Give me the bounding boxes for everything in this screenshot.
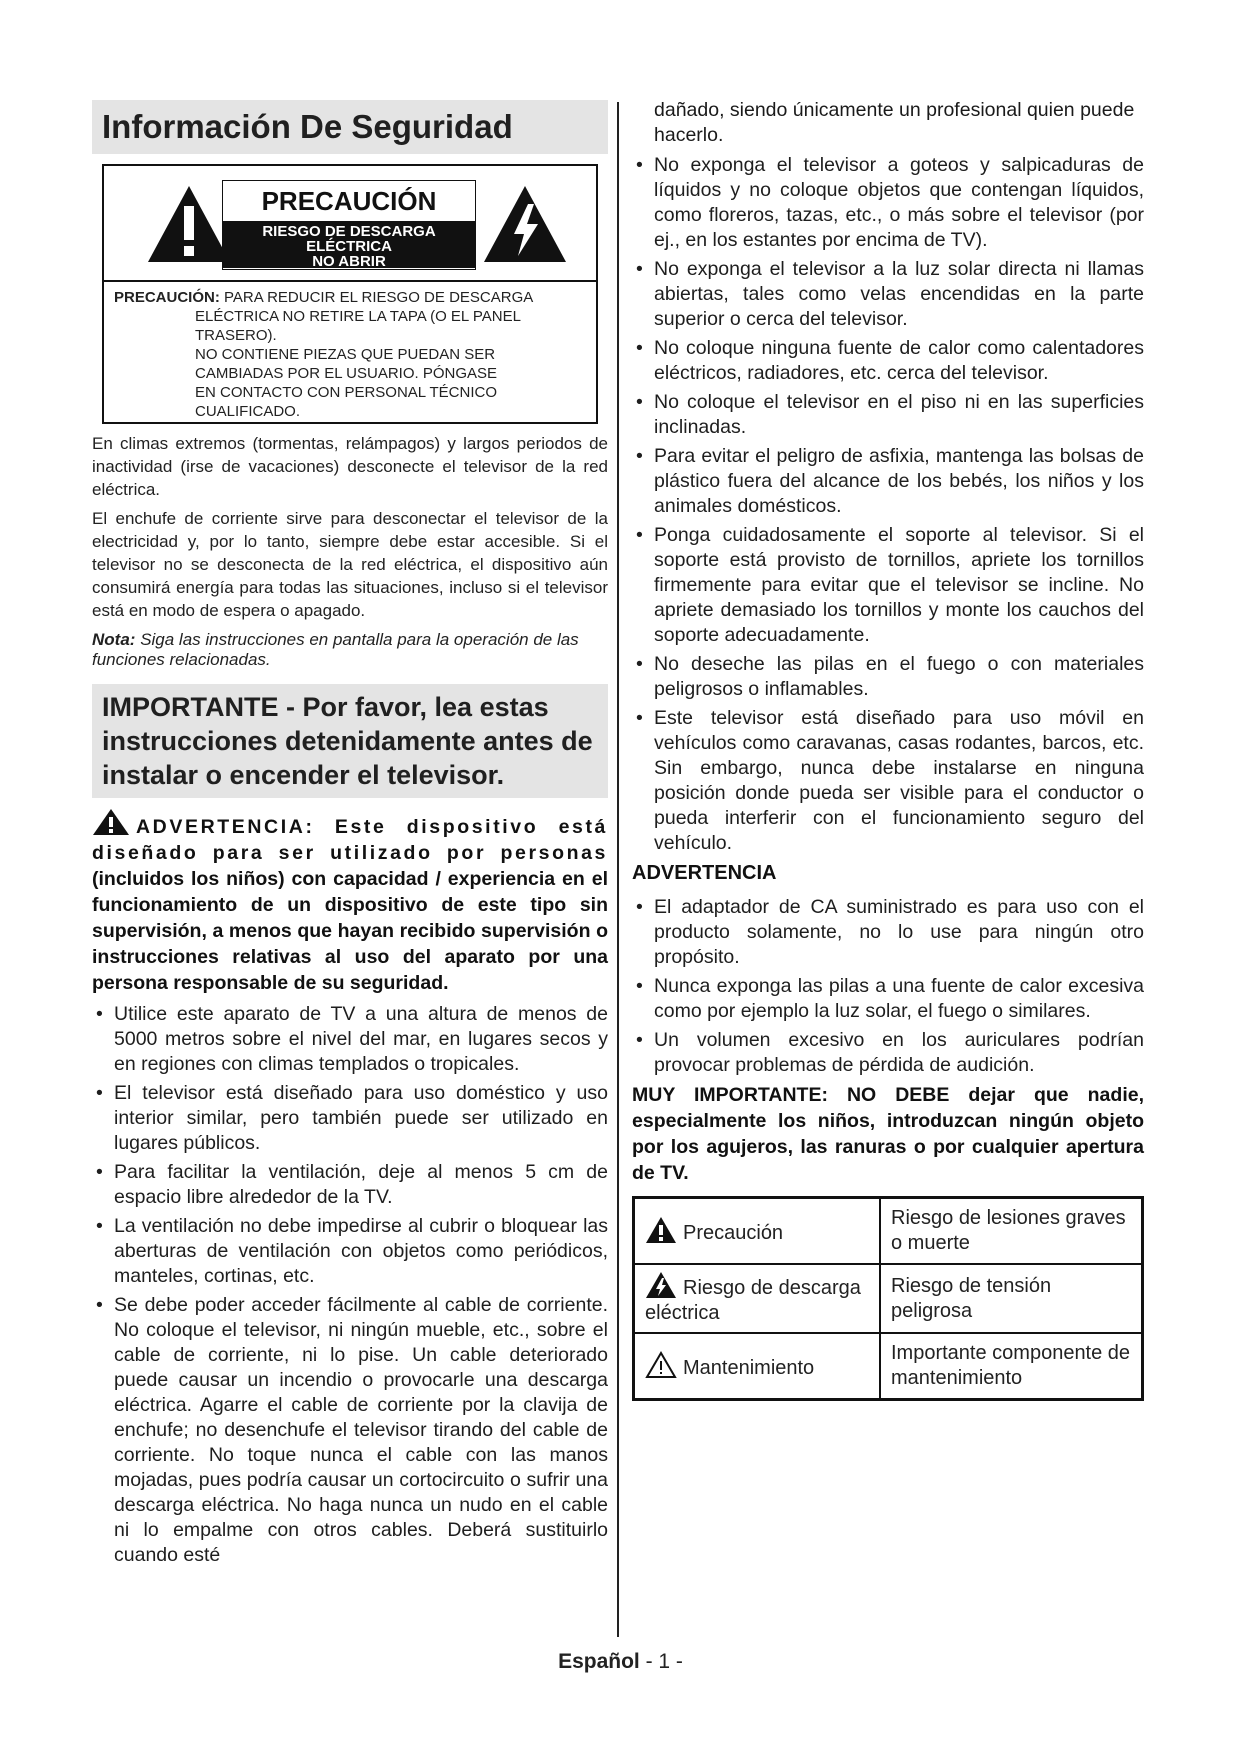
page-title: Información De Seguridad — [92, 100, 608, 154]
caution-text: PRECAUCIÓN: PARA REDUCIR EL RIESGO DE DESCARGA ELÉCTRICA NO RETIRE LA TAPA (O EL PANEL TRASERO). NO CONTIENE PIEZAS QUE PUEDAN SER CAMBIADAS POR EL USUARIO. PÓNGASE EN CONTACTO CON PERSONAL TÉCNICO CUALIFICADO. — [114, 289, 534, 420]
plug-paragraph: El enchufe de corriente sirve para desconectar el televisor de la electricidad y, por lo tanto, siempre debe estar accesible. Si el televisor no se desconecta de la red eléctrica, el dispositivo aún consumirá energía para todas las situaciones, incluso si el televisor está en modo de espera o apagado. — [92, 509, 608, 620]
column-divider — [617, 102, 619, 1637]
list-item: • Nunca exponga las pilas a una fuente de calor excesiva como por ejemplo la luz solar, el fuego o similares. — [632, 974, 1144, 1024]
right-column — [632, 98, 1144, 1401]
table-row: Mantenimiento Importante componente de mantenimiento — [634, 1333, 1143, 1400]
left-column — [92, 100, 608, 1572]
list-item: • Un volumen excesivo en los auriculares podrían provocar problemas de pérdida de audición. — [632, 1028, 1144, 1078]
table-row: Precaución Riesgo de lesiones graves o muerte — [634, 1198, 1143, 1265]
advertencia-bullet-list — [632, 895, 1144, 1078]
climate-paragraph: En climas extremos (tormentas, relámpagos) y largos periodos de inactividad (irse de vacaciones) desconecte el televisor de la red eléctrica. — [92, 434, 608, 499]
list-item: • Para evitar el peligro de asfixia, mantenga las bolsas de plástico fuera del alcance de los bebés, los niños y los animales domésticos. — [632, 444, 1144, 519]
page-footer: Español - 1 - — [558, 1650, 683, 1673]
list-item: • No coloque el televisor en el piso ni en las superficies inclinadas. — [632, 390, 1144, 440]
warning-triangle-icon — [645, 1216, 677, 1244]
list-item: • No exponga el televisor a la luz solar directa ni llamas abiertas, tales como velas encendidas en la parte superior o cerca del televisor. — [632, 257, 1144, 332]
list-item: • La ventilación no debe impedirse al cubrir o bloquear las aberturas de ventilación con objetos como periódicos, manteles, cortinas, etc. — [92, 1214, 608, 1289]
warning-paragraph: ADVERTENCIA: Este dispositivo está diseñado para ser utilizado por personas (incluidos los niños) con capacidad / experiencia en el funcionamiento de un dispositivo de este tipo sin supervisión, a menos que hayan recibido supervisión o instrucciones relativas al uso del aparato por una persona responsable de su seguridad. — [92, 808, 608, 996]
caution-center-panel — [222, 180, 476, 270]
advertencia-heading: ADVERTENCIA — [632, 862, 777, 884]
list-item: • Se debe poder acceder fácilmente al cable de corriente. No coloque el televisor, ni ningún mueble, etc., sobre el cable de corriente, ni lo pise. Un cable deteriorado puede causar un incendio o provocarle una descarga eléctrica. Agarre el cable de corriente por la clavija de enchufe; no desenchufe el televisor tirando del cable de corriente. No toque nunca el cable con las manos mojadas, pues podría causar un cortocircuito o sufrir una descarga eléctrica. No haga nunca un nudo en el cable ni lo empalme con otros cables. Deberá sustituirlo cuando esté — [92, 1293, 608, 1568]
electric-shock-icon — [645, 1271, 677, 1299]
very-important-paragraph: MUY IMPORTANTE: NO DEBE dejar que nadie, especialmente los niños, introduzcan ningún objeto por los agujeros, las ranuras o por cualquier apertura de TV. — [632, 1084, 1144, 1184]
symbol-legend-table — [632, 1196, 1144, 1401]
right-bullet-list — [632, 153, 1144, 856]
continued-text: dañado, siendo únicamente un profesional quien puede hacerlo. — [654, 99, 1135, 146]
list-item: • Para facilitar la ventilación, deje al menos 5 cm de espacio libre alrededor de la TV. — [92, 1160, 608, 1210]
left-bullet-list — [92, 1002, 608, 1568]
maintenance-triangle-icon — [645, 1351, 677, 1379]
caution-label-box — [102, 164, 598, 424]
list-item: • No coloque ninguna fuente de calor como calentadores eléctricos, radiadores, etc. cerca del televisor. — [632, 336, 1144, 386]
caution-subtitle: RIESGO DE DESCARGA ELÉCTRICA NO ABRIR — [223, 221, 475, 268]
list-item: • El televisor está diseñado para uso doméstico y uso interior similar, pero también puede ser utilizado en lugares públicos. — [92, 1081, 608, 1156]
note: Nota: Siga las instrucciones en pantalla para la operación de las funciones relacionadas. — [92, 630, 579, 669]
list-item: • Ponga cuidadosamente el soporte al televisor. Si el soporte está provisto de tornillos, apriete los tornillos firmemente para evitar que el televisor se incline. No apriete demasiado los tornillos y monte los cauchos del soporte adecuadamente. — [632, 523, 1144, 648]
exclamation-warning-icon — [146, 184, 232, 264]
table-row: Riesgo de descarga eléctrica Riesgo de tensión peligrosa — [634, 1264, 1143, 1333]
list-item: • No exponga el televisor a goteos y salpicaduras de líquidos y no coloque objetos que contengan líquidos, como floreros, tazas, etc., o más sobre el televisor (por ej., en los estantes por encima de TV). — [632, 153, 1144, 253]
warning-triangle-icon — [92, 808, 130, 836]
list-item: • El adaptador de CA suministrado es para uso con el producto solamente, no lo use para ningún otro propósito. — [632, 895, 1144, 970]
lightning-warning-icon — [482, 184, 568, 264]
list-item: • Utilice este aparato de TV a una altura de menos de 5000 metros sobre el nivel del mar, en lugares secos y en regiones con climas templados o tropicales. — [92, 1002, 608, 1077]
caution-title: PRECAUCIÓN — [261, 186, 437, 216]
important-heading: IMPORTANTE - Por favor, lea estas instrucciones detenidamente antes de instalar o encender el televisor. — [92, 684, 608, 798]
list-item: • Este televisor está diseñado para uso móvil en vehículos como caravanas, casas rodantes, barcos, etc. Sin embargo, nunca debe instalarse en ninguna posición donde pueda ser visible para el conductor o pueda interferir con el funcionamiento seguro del vehículo. — [632, 706, 1144, 856]
list-item: • No deseche las pilas en el fuego o con materiales peligrosos o inflamables. — [632, 652, 1144, 702]
